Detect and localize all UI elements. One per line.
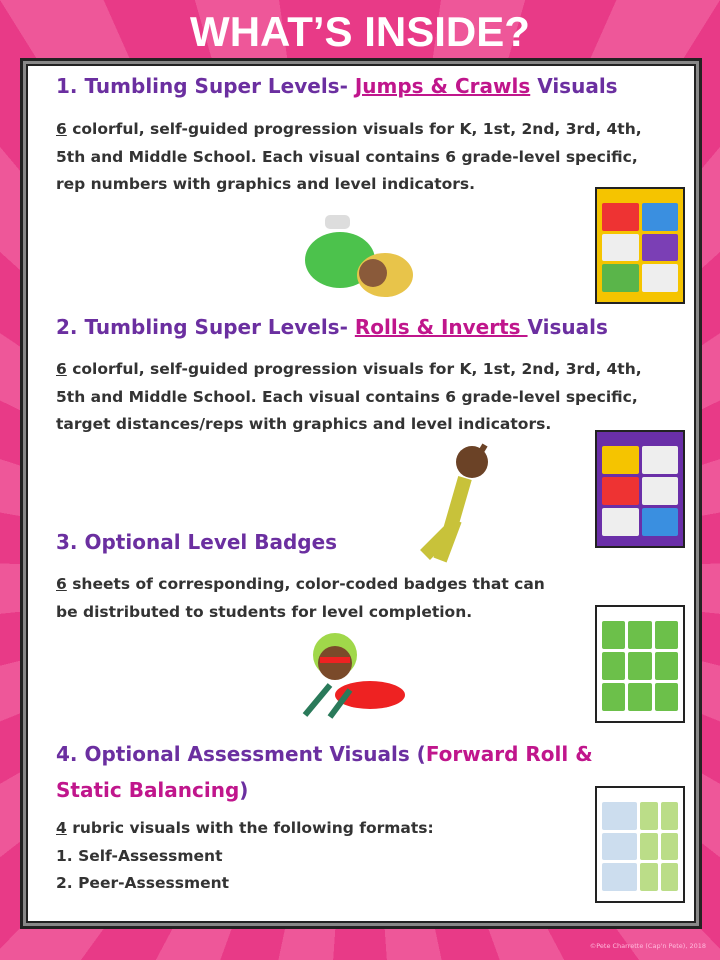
list-item: 1. Self-Assessment [56,846,223,865]
jumps-crawls-visual-thumbnail [595,187,685,304]
list-item: 2. Peer-Assessment [56,874,230,892]
section-1-body: 6 colorful, self-guided progression visuals for K, 1st, 2nd, 3rd, 4th, 5th and Middle School. Each visual contains 6 grade-level specific, rep numbers with graphics and level indicators. [56,120,642,193]
section-2-heading: 2. Tumbling Super Levels- Rolls & Inverts Visuals [56,315,608,339]
assessment-visual-thumbnail [595,786,685,903]
rolls-inverts-visual-thumbnail [595,430,685,548]
superhero-character-illustration [290,625,425,725]
section-2-body: 6 colorful, self-guided progression visuals for K, 1st, 2nd, 3rd, 4th, 5th and Middle School. Each visual contains 6 grade-level specific, target distances/reps with graphics and level indicators. [56,360,642,433]
copyright: ©Pete Charrette (Cap'n Pete), 2018 [589,942,706,950]
jumps-crawls-link[interactable]: Jumps & Crawls [354,74,531,98]
level-badges-thumbnail [595,605,685,723]
section-1-heading: 1. Tumbling Super Levels- Jumps & Crawls Visuals [56,74,618,98]
section-4-body: 4 rubric visuals with the following formats: 1. Self-Assessment 2. Peer-Assessment [56,815,576,898]
section-3-heading: 3. Optional Level Badges [56,530,338,554]
crawling-character-illustration [295,205,425,305]
jumping-character-illustration [410,440,505,570]
section-4-heading: 4. Optional Assessment Visuals (Forward Roll & Static Balancing) [56,742,593,802]
section-3-body: 6 sheets of corresponding, color-coded badges that can be distributed to students for level completion. [56,575,545,621]
page-title: WHAT’S INSIDE? [190,8,530,55]
rolls-inverts-link[interactable]: Rolls & Inverts [354,315,528,339]
